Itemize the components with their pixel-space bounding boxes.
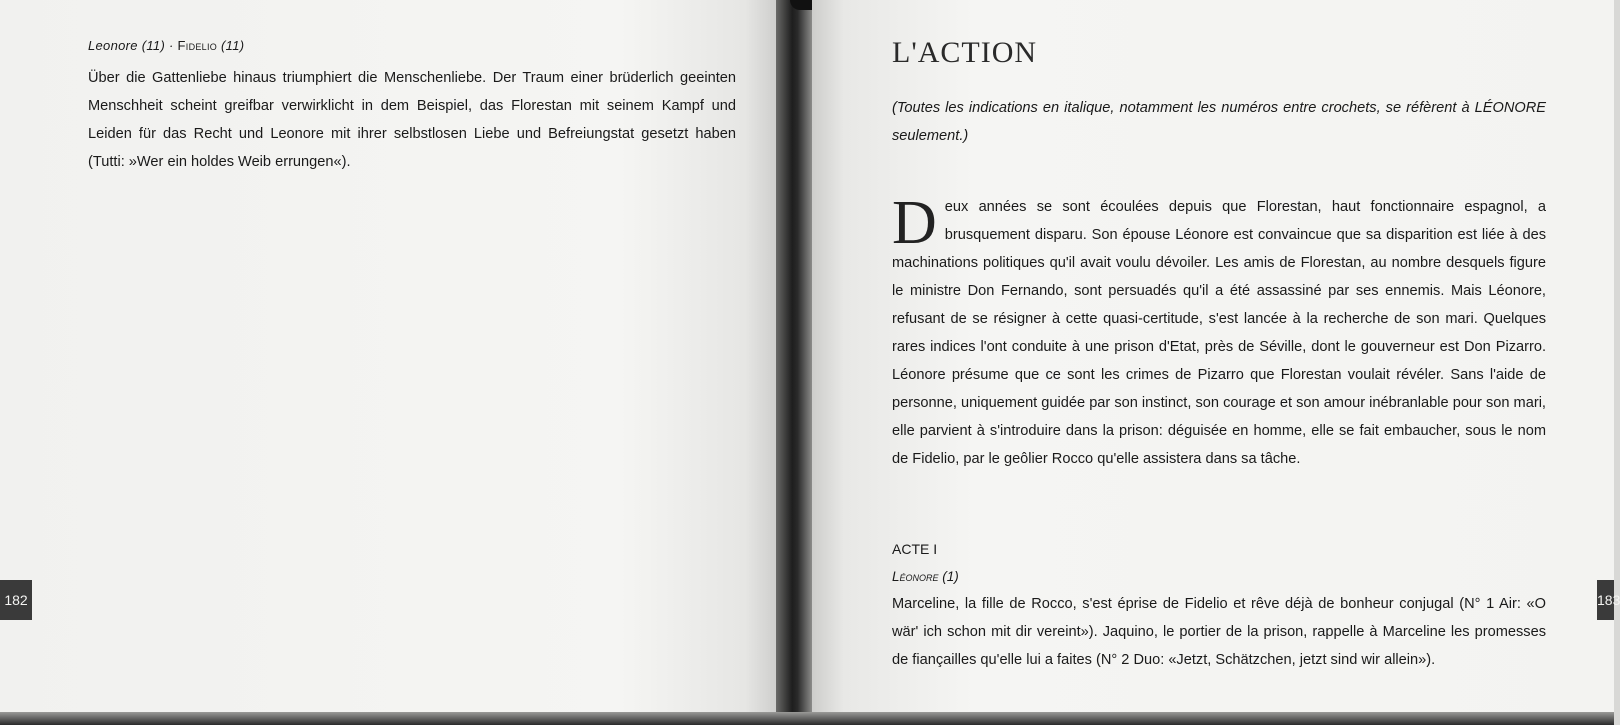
leonore-ref-number: (1) xyxy=(938,569,959,584)
left-page xyxy=(0,0,776,718)
synopsis-paragraph xyxy=(892,189,1546,473)
acte-heading: ACTE I xyxy=(892,541,938,557)
leonore-reference xyxy=(892,563,1546,591)
intro-text: (Toutes les indications en italique, notamment les numéros entre crochets, se réfèrent à LÉONORE seulement.) xyxy=(892,100,1546,144)
page-number-left: 182 xyxy=(0,580,32,620)
acte-text: Marceline, la fille de Rocco, s'est éprise de Fidelio et rêve déjà de bonheur conjugal (N° 1 Air: «O wär' ich schon mit dir vereint»). Jaquino, le portier de la prison, rappelle à Marceline les promesses de fiançailles qu'elle lui a faites (N° 2 Duo: «Jetzt, Schätzchen, jetzt sind wir allein»). xyxy=(892,596,1546,668)
acte-paragraph xyxy=(892,590,1546,674)
page-number-right: 183 xyxy=(1597,580,1614,620)
running-head-title: Leonore (11) xyxy=(88,38,166,53)
running-head-separator: · xyxy=(165,38,178,53)
running-head-subtitle: Fidelio xyxy=(177,38,218,53)
drop-cap: D xyxy=(892,189,937,257)
book-gutter xyxy=(776,0,812,725)
running-head-number: (11) xyxy=(217,38,245,53)
bottom-shadow xyxy=(0,712,1614,725)
left-body-text xyxy=(88,64,736,176)
synopsis-text: eux années se sont écoulées depuis que Florestan, haut fonctionnaire espagnol, a brusquement disparu. Son épouse Léonore est convaincue que sa disparition est liée à des machinations politiques qu'il avait voulu dévoiler. Les amis de Florestan, au nombre desquels figure le ministre Don Fernando, sont persuadés qu'il a été assassiné par ses ennemis. Mais Léonore, refusant de se résigner à cette quasi-certitude, s'est lancée à la recherche de son mari. Quelques rares indices l'ont conduite à une prison d'Etat, près de Séville, dont le gouverneur est Don Pizarro. Léonore présume que ce sont les crimes de Pizarro que Florestan voulait révéler. Sans l'aide de personne, uniquement guidée par son instinct, son courage et son amour inébranlable pour son mari, elle parvient à s'introduire dans la prison: déguisée en homme, elle se fait embaucher, sous le nom de Fidelio, par le geôlier Rocco qu'elle assistera dans sa tâche. xyxy=(892,199,1546,467)
intro-note xyxy=(892,94,1546,150)
section-title: L'ACTION xyxy=(892,36,1038,69)
leonore-ref-name: Léonore xyxy=(892,569,939,584)
left-paragraph: Über die Gattenliebe hinaus triumphiert die Menschenliebe. Der Traum einer brüderlich geeinten Menschheit scheint greifbar verwirklicht in dem Beispiel, das Florestan mit seinem Kampf und Leiden für das Recht und Leonore mit ihrer selbstlosen Liebe und Befreiungstat gesetzt haben (Tutti: »Wer ein holdes Weib errungen«). xyxy=(88,70,736,170)
running-head xyxy=(88,38,244,53)
